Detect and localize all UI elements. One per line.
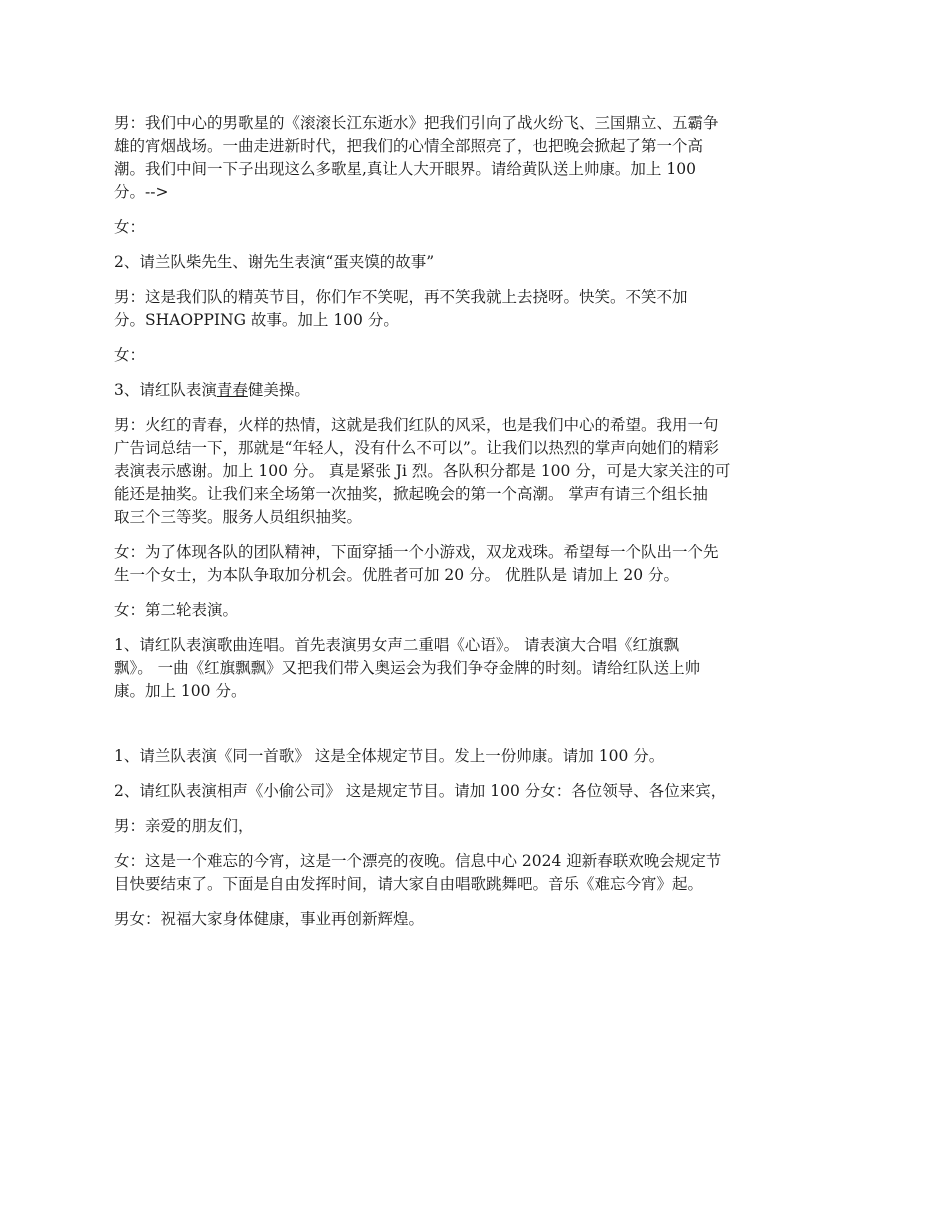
text-line: 潮。我们中间一下子出现这么多歌星,真让人大开眼界。请给黄队送上帅康。加上 100 [114,160,696,178]
document-body [114,112,844,943]
paragraph-program-3 [114,379,844,402]
paragraph-second-round [114,599,844,622]
text-line [114,379,844,402]
paragraph-host-male-3 [114,414,844,529]
text-line: 1、请红队表演歌曲连唱。首先表演男女声二重唱《心语》。 请表演大合唱《红旗飘 [114,636,680,654]
text-line: 男：亲爱的朋友们， [114,817,254,835]
text-line: 广告词总结一下，那就是“年轻人，没有什么不可以”。让我们以热烈的掌声向她们的精彩 [114,439,719,457]
paragraph-host-female-3 [114,541,844,587]
text-line: 2、请红队表演相声《小偷公司》 这是规定节目。请加 100 分女：各位领导、各位来宾， [114,782,727,800]
paragraph-program-2 [114,251,844,274]
paragraph-host-female-1 [114,216,844,239]
text-line: 目快要结束了。下面是自由发挥时间，请大家自由唱歌跳舞吧。音乐《难忘今宵》起。 [114,875,704,893]
text-line: 生一个女士，为本队争取加分机会。优胜者可加 20 分。 优胜队是 请加上 20 分。 [114,566,680,584]
paragraph-host-female-2 [114,344,844,367]
paragraph-host-male-2 [114,286,844,332]
text-line: 女： [114,218,146,236]
text-line: 女：这是一个难忘的今宵，这是一个漂亮的夜晚。信息中心 2024 迎新春联欢晚会规定节 [114,852,722,870]
blank-spacer [114,715,844,745]
text-line: 1、请兰队表演《同一首歌》 这是全体规定节目。发上一份帅康。请加 100 分。 [114,747,665,765]
text-line: 表演表示感谢。加上 100 分。 真是紧张 Ji 烈。各队积分都是 100 分，可是大家关注的可 [114,462,731,480]
paragraph-host-male-4 [114,815,844,838]
text-line: 女：第二轮表演。 [114,601,239,619]
text-line: 雄的宵烟战场。一曲走进新时代，把我们的心情全部照亮了，也把晚会掀起了第一个高 [114,137,704,155]
paragraph-red-team-crosstalk [114,780,844,803]
text-line: 能还是抽奖。让我们来全场第一次抽奖，掀起晚会的第一个高潮。 掌声有请三个组长抽 [114,485,708,503]
underlined-link-text[interactable]: 青春 [216,381,248,399]
text-line: 男：我们中心的男歌星的《滚滚长江东逝水》把我们引向了战火纷飞、三国鼎立、五霸争 [114,114,719,132]
paragraph-closing-blessing [114,908,844,931]
text-line: 分。SHAOPPING 故事。加上 100 分。 [114,311,399,329]
text-line: 男：这是我们队的精英节目，你们乍不笑呢，再不笑我就上去挠呀。快笑。不笑不加 [114,288,688,306]
paragraph-host-male-1 [114,112,844,204]
text-line: 男：火红的青春，火样的热情，这就是我们红队的风采，也是我们中心的希望。我用一句 [114,416,719,434]
text-line: 飘》。 一曲《红旗飘飘》又把我们带入奥运会为我们争夺金牌的时刻。请给红队送上帅 [114,659,701,677]
paragraph-blue-team-song [114,745,844,768]
text-line: 分。--> [114,183,169,201]
paragraph-host-female-4 [114,850,844,896]
text-line: 女： [114,346,146,364]
paragraph-red-team-songs [114,634,844,703]
text-line: 2、请兰队柴先生、谢先生表演“蛋夹馍的故事” [114,253,435,271]
text-segment: 健美操。 [247,381,310,399]
text-line: 女：为了体现各队的团队精神，下面穿插一个小游戏，双龙戏珠。希望每一个队出一个先 [114,543,719,561]
text-line: 康。加上 100 分。 [114,682,247,700]
text-line: 男女：祝福大家身体健康，事业再创新辉煌。 [114,910,425,928]
text-segment: 3、请红队表演 [114,381,217,399]
text-line: 取三个三等奖。服务人员组织抽奖。 [114,508,363,526]
